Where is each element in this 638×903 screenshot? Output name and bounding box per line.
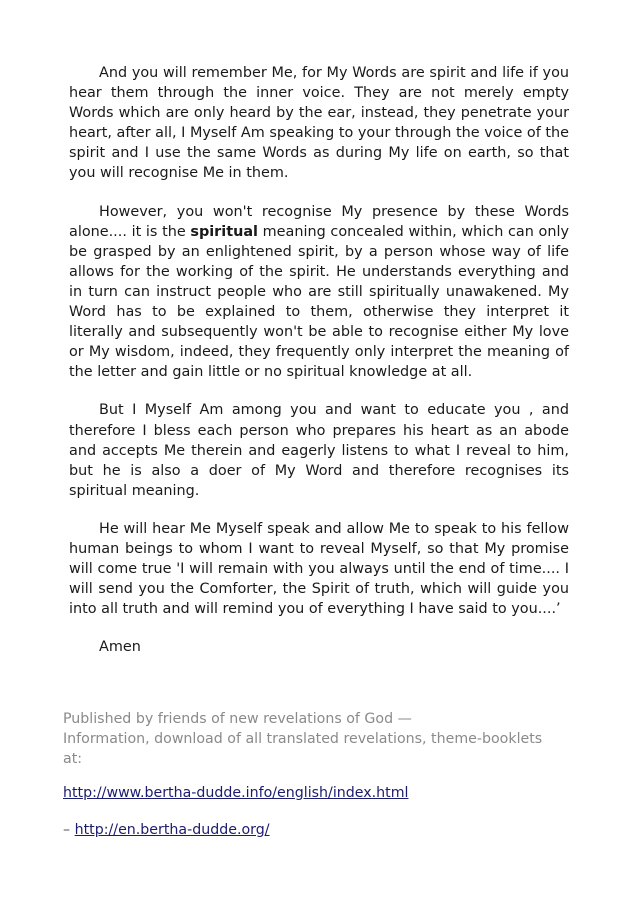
paragraph-2-bold-word: spiritual <box>190 223 258 240</box>
english-index-link[interactable]: http://www.bertha-dudde.info/english/index.html <box>63 785 409 801</box>
body-text <box>69 63 569 675</box>
paragraph-4-text: He will hear Me Myself speak and allow Me to speak to his fellow human beings to whom I want to reveal Myself, so that My promise will come true 'I will remain with you always until the end of time.... I will send you the Comforter, the Spirit of truth, which will guide you into all truth and will remind you of everything I have said to you....’ <box>69 520 569 618</box>
link-row-1 <box>63 783 408 803</box>
paragraph-1-text: And you will remember Me, for My Words are spirit and life if you hear them through the inner voice. They are not merely empty Words which are only heard by the ear, instead, they penetrate your heart, after all, I Myself Am speaking to your through the voice of the spirit and I use the same Words as during My life on earth, so that you will recognise Me in them. <box>69 65 569 182</box>
closing-amen-text: Amen <box>99 639 141 656</box>
paragraph-2-text-after: meaning concealed within, which can only be grasped by an enlightened spirit, by a person whose way of life allows for the working of the spirit. He understands everything and in turn can instruct people who are still spiritually unawakened. My Word has to be explained to them, otherwise they interpret it literally and subsequently won't be able to recognise either My love or My wisdom, indeed, they frequently only interpret the meaning of the letter and gain little or no spiritual knowledge at all. <box>69 223 569 381</box>
footer-line-1: Published by friends of new revelations of God — <box>63 711 412 727</box>
link-row-2 <box>63 820 408 840</box>
footer-line-2: Information, download of all translated revelations, theme-booklets <box>63 731 543 748</box>
footer-links <box>63 783 408 840</box>
paragraph-2 <box>69 202 569 383</box>
paragraph-1 <box>69 63 569 184</box>
closing-amen <box>69 637 569 657</box>
paragraph-3 <box>69 400 569 500</box>
link-dash: – <box>63 822 75 838</box>
paragraph-4 <box>69 519 569 619</box>
paragraph-3-text: But I Myself Am among you and want to educate you , and therefore I bless each person who prepares his heart as an abode and accepts Me therein and eagerly listens to what I reveal to him, but he is also a doer of My Word and therefore recognises its spiritual meaning. <box>69 402 569 499</box>
paragraph-2-text-before: However, you won't recognise My presence by these Words alone.... it is the <box>69 203 569 240</box>
publisher-footer <box>63 709 583 770</box>
english-site-link[interactable]: http://en.bertha-dudde.org/ <box>74 822 270 838</box>
footer-line-3: at: <box>63 751 83 768</box>
